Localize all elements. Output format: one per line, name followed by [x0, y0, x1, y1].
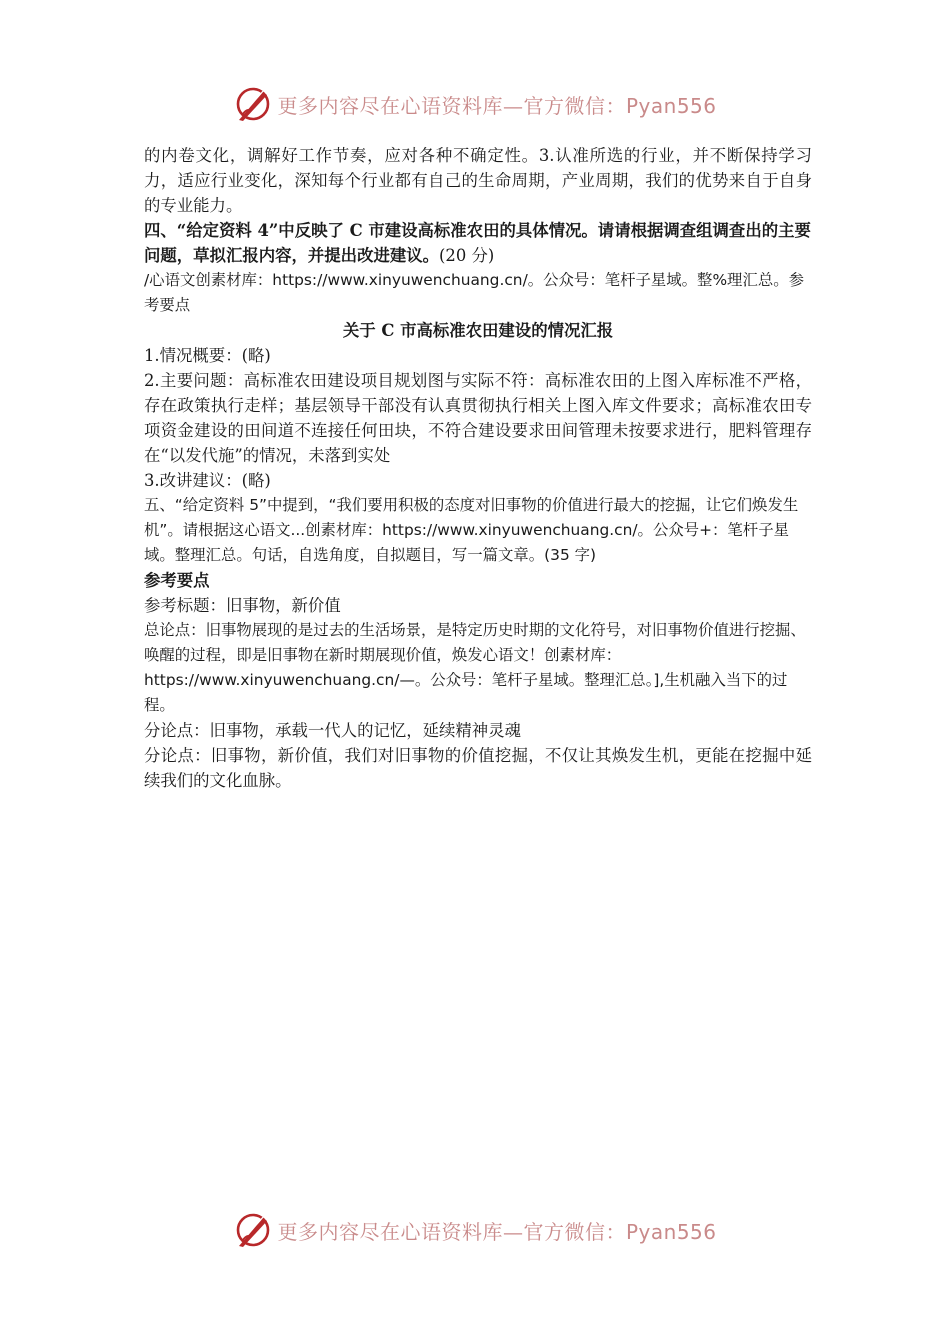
- footer-banner-text: 更多内容尽在心语资料库—官方微信：Pyan556: [277, 1219, 717, 1244]
- sub-argument-1: 分论点：旧事物，承载一代人的记忆，延续精神灵魂: [144, 721, 521, 740]
- report-title: 关于 C 市高标准农田建设的情况汇报: [342, 321, 614, 340]
- question-four-prompt: 四、“给定资料 4”中反映了 C 市建设高标准农田的具体情况。请请根据调查组调查出的主要问题，草拟汇报内容，并提出改进建议。: [144, 221, 811, 265]
- document-body: [144, 143, 812, 793]
- quill-logo-icon: [233, 1210, 273, 1250]
- report-item-1: 1.情况概要：(略): [144, 346, 271, 365]
- reference-heading: 参考要点: [144, 571, 210, 590]
- main-argument: 总论点：旧事物展现的是过去的生活场景，是特定历史时期的文化符号，对旧事物价值进行挖掘、唤醒的过程，即是旧事物在新时期展现价值，焕发心语文！创素材库：https://www.xinyuwenchuang.cn/—。公众号：笔杆子星域。整理汇总。],生机融入当下的过程。: [144, 621, 806, 714]
- sub-argument-2: 分论点：旧事物，新价值，我们对旧事物的价值挖掘，不仅让其焕发生机，更能在挖掘中延续我们的文化血脉。: [144, 746, 812, 790]
- question-five: 五、“给定资料 5”中提到，“我们要用积极的态度对旧事物的价值进行最大的挖掘，让它们焕发生机”。请根据这心语文...创素材库：https://www.xinyuwenchuang.cn/。公众号+：笔杆子星域。整理汇总。句话，自选角度，自拟题目，写一篇文章。(35 字): [144, 496, 799, 564]
- paragraph-continuation: 的内卷文化，调解好工作节奏，应对各种不确定性。3.认准所选的行业，并不断保持学习力，适应行业变化，深知每个行业都有自己的生命周期，产业周期，我们的优势来自于自身的专业能力。: [144, 146, 812, 215]
- header-banner-text: 更多内容尽在心语资料库—官方微信：Pyan556: [277, 93, 717, 118]
- question-four-note: /心语文创素材库：https://www.xinyuwenchuang.cn/。公众号：笔杆子星域。整%理汇总。参考要点: [144, 271, 805, 314]
- report-item-3: 3.改讲建议：(略): [144, 471, 271, 490]
- quill-logo-icon: [233, 84, 273, 124]
- reference-title: 参考标题：旧事物，新价值: [144, 596, 341, 615]
- header-banner: [0, 82, 950, 126]
- question-four: [144, 218, 812, 268]
- report-item-2: 2.主要问题：高标准农田建设项目规划图与实际不符：高标准农田的上图入库标准不严格，存在政策执行走样；基层领导干部没有认真贯彻执行相关上图入库文件要求；高标准农田专项资金建设的田间道不连接任何田块，不符合建设要求田间管理未按要求进行，肥料管理存在“以发代施”的情况，未落到实处: [144, 371, 812, 465]
- question-four-score: (20 分): [439, 246, 495, 265]
- footer-banner: [0, 1208, 950, 1252]
